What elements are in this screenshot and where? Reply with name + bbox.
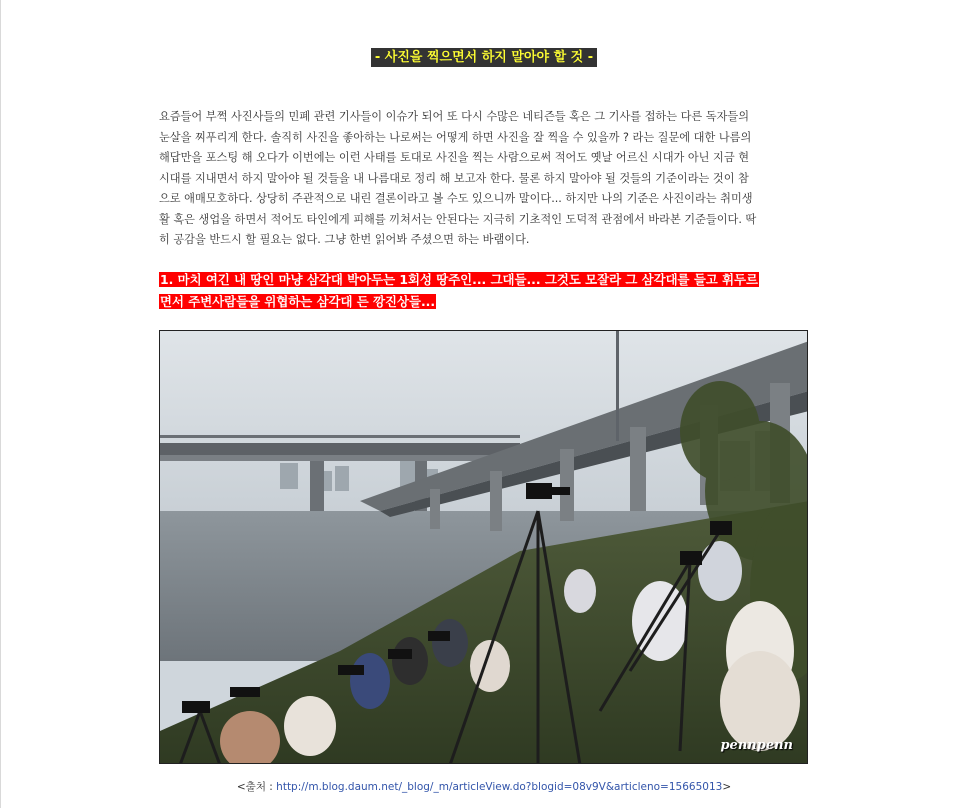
intro-line: 해답만을 포스팅 해 오다가 이번에는 이런 사태를 토대로 사진을 찍는 사람으로써 적어도 옛날 어르신 시대가 아닌 지금 현 bbox=[159, 151, 750, 164]
riverside-photo bbox=[159, 330, 808, 764]
article-title: - 사진을 찍으면서 하지 말아야 할 것 - bbox=[371, 48, 597, 67]
source-suffix: > bbox=[722, 781, 732, 793]
source-credit bbox=[0, 779, 968, 794]
photo-signature: pennpenn bbox=[720, 738, 793, 753]
intro-line: 활 혹은 생업을 하면서 적어도 타인에게 피해를 끼쳐서는 안된다는 지극히 기초적인 도덕적 관점에서 바라본 기준들이다. 딱 bbox=[159, 212, 757, 226]
section-heading-line: 면서 주변사람들을 위협하는 삼각대 든 깡진상들... bbox=[160, 293, 436, 309]
intro-paragraph bbox=[159, 107, 807, 251]
intro-line: 시대를 지내면서 하지 말아야 될 것들을 내 나름대로 정리 해 보고자 한다. 물론 하지 말아야 될 것들의 기준이라는 것이 참 bbox=[159, 171, 749, 185]
title-row bbox=[0, 46, 968, 67]
section-heading-line: 1. 마치 여긴 내 땅인 마냥 삼각대 박아두는 1회성 땅주인... 그대들... 그것도 모잘라 그 삼각대를 들고 휘두르 bbox=[160, 272, 758, 287]
section-heading bbox=[159, 269, 807, 312]
page-left-border bbox=[0, 0, 1, 808]
intro-line: 눈살을 찌푸리게 한다. 솔직히 사진을 좋아하는 나로써는 어떻게 하면 사진을 잘 찍을 수 있을까 ? 라는 질문에 대한 나름의 bbox=[159, 130, 752, 144]
intro-line: 요즘들어 부쩍 사진사들의 민폐 관련 기사들이 이슈가 되어 또 다시 수많은 네티즌들 혹은 그 기사를 접하는 다른 독자들의 bbox=[159, 110, 750, 123]
photo-illustration bbox=[160, 331, 808, 764]
intro-line: 으로 애매모호하다. 상당히 주관적으로 내린 결론이라고 볼 수도 있으니까 말이다... 하지만 나의 기준은 사진이라는 취미생 bbox=[159, 192, 753, 205]
intro-line: 히 공감을 반드시 할 필요는 없다. 그냥 한번 읽어봐 주셨으면 하는 바램이다. bbox=[159, 233, 530, 246]
source-prefix: <출처 : bbox=[236, 781, 277, 793]
street-lamp bbox=[616, 331, 619, 441]
source-link[interactable]: http://m.blog.daum.net/_blog/_m/articleView.do?blogid=08v9V&articleno=15665013 bbox=[276, 781, 723, 793]
